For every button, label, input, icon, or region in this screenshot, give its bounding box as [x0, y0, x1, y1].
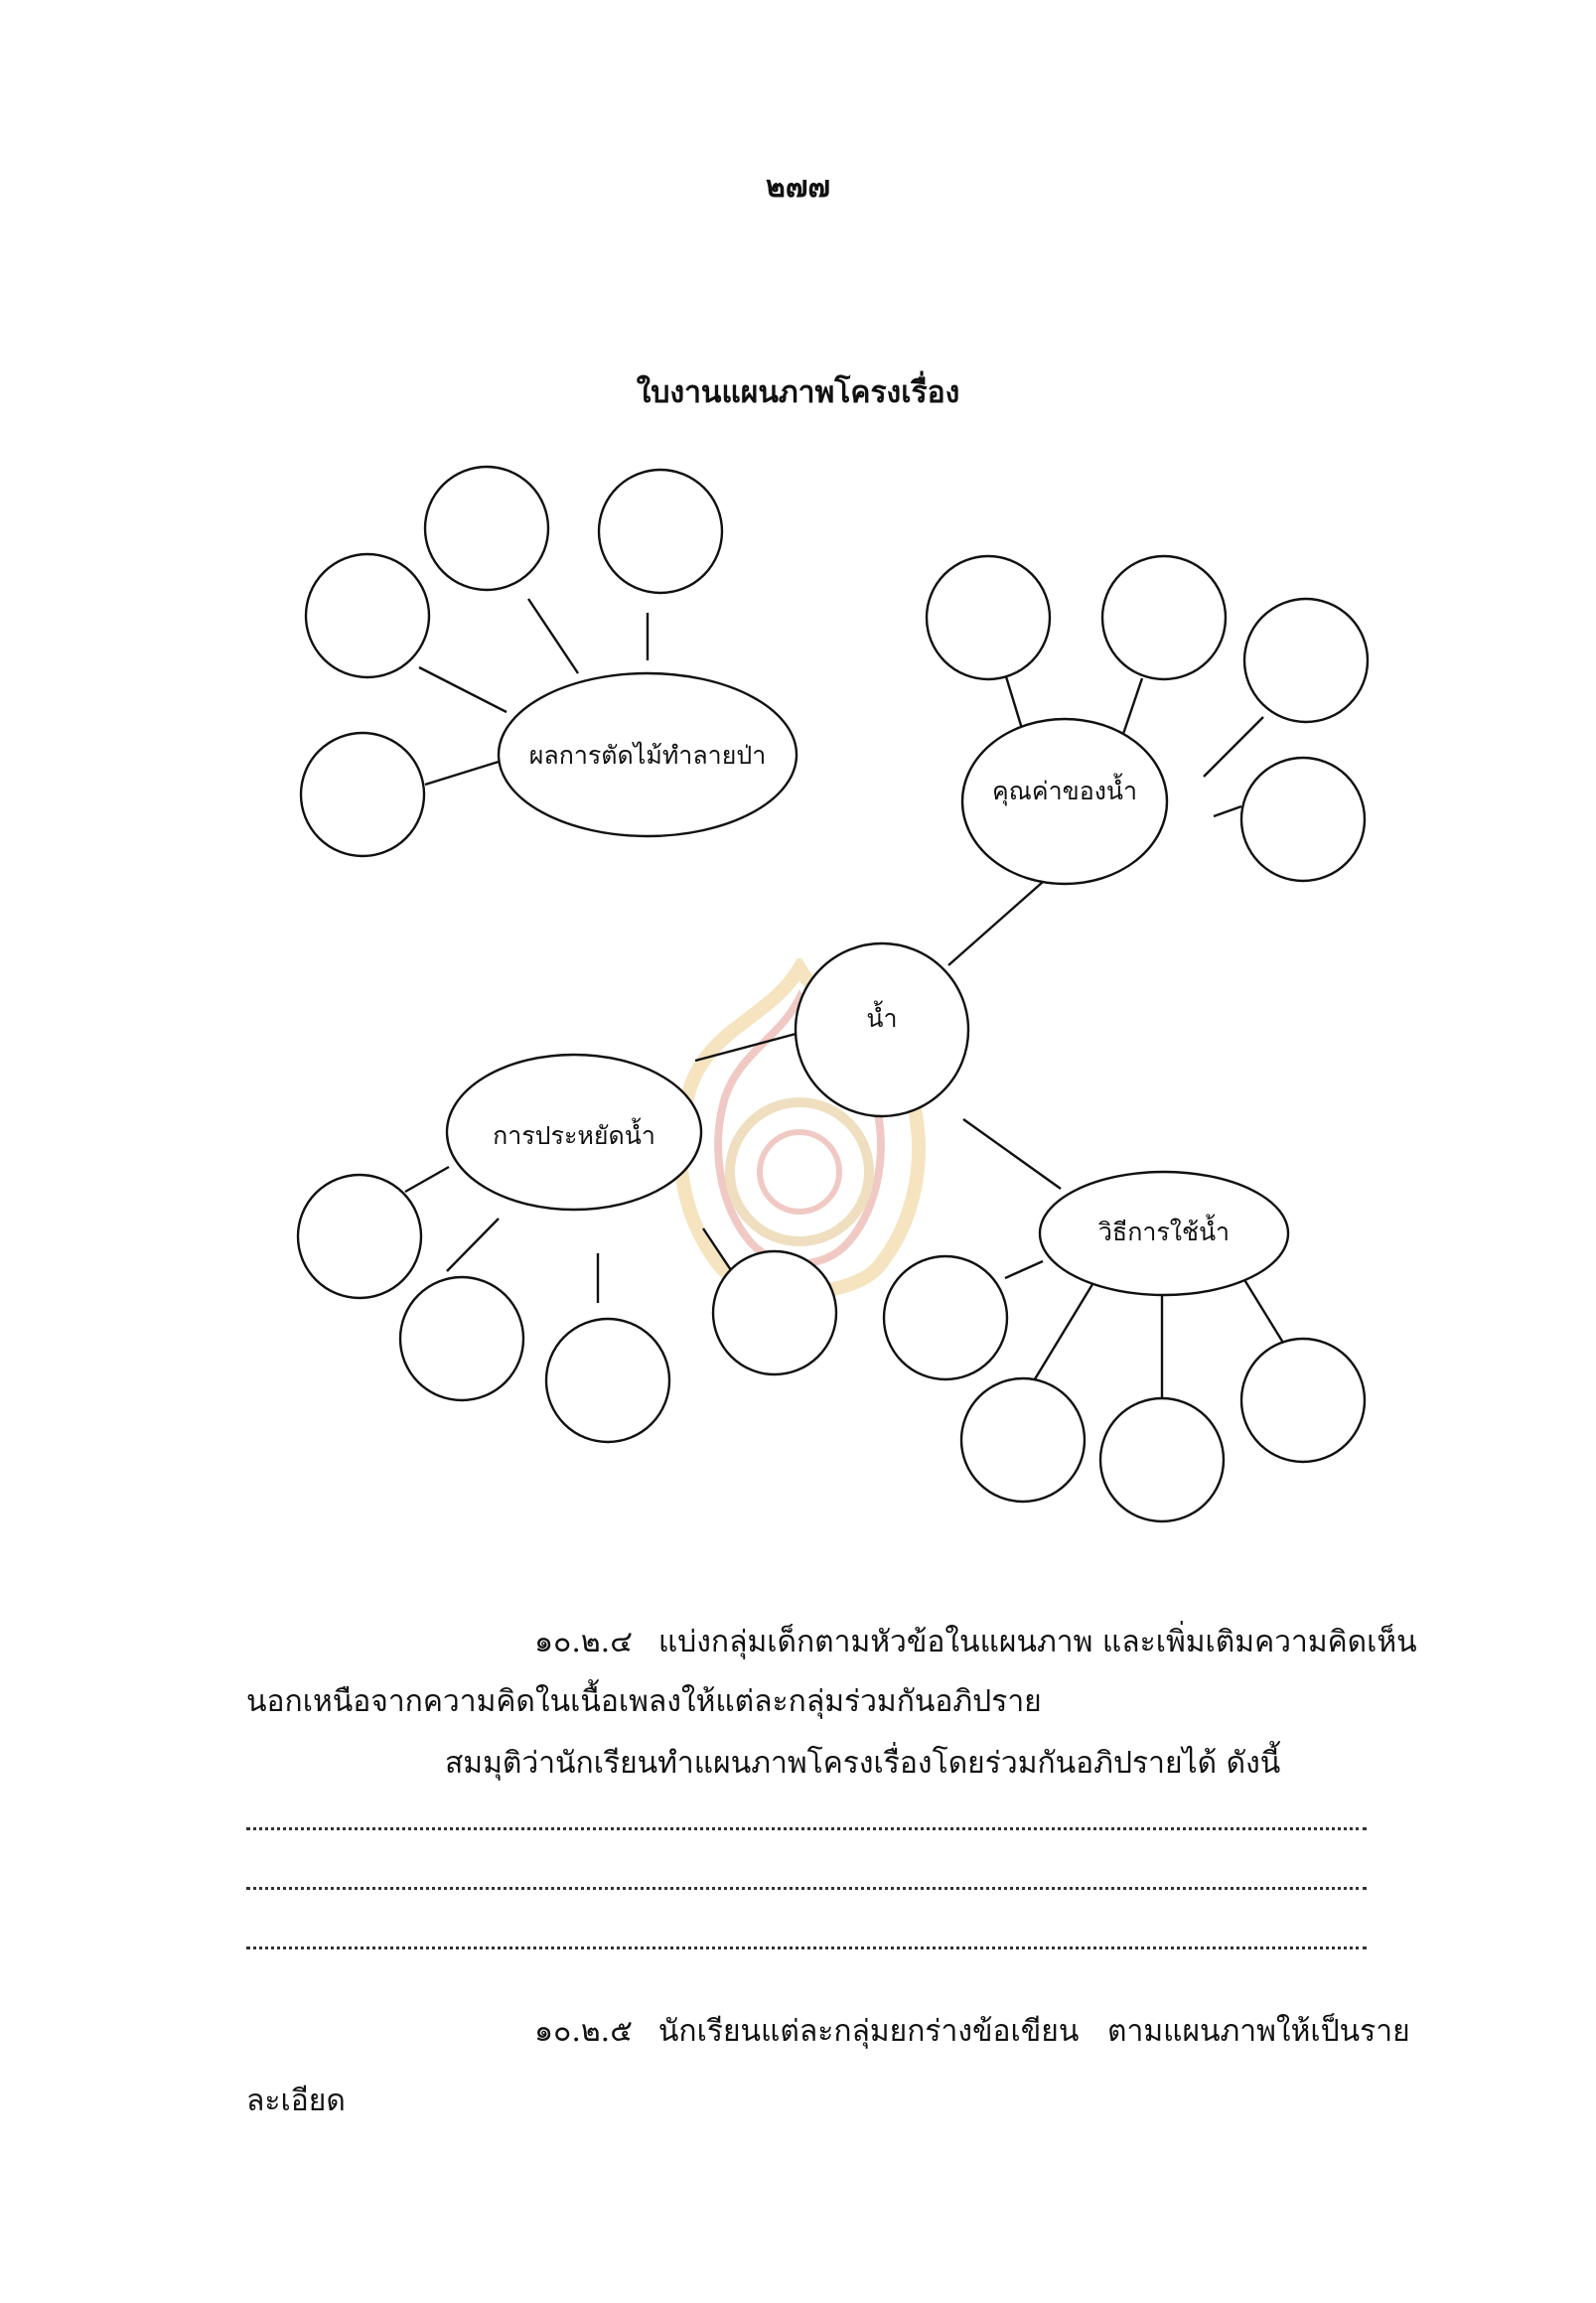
connector	[1033, 1276, 1097, 1382]
topic-node-label: คุณค่าของน้ำ	[991, 777, 1138, 805]
item-10-2-5-line1	[534, 2008, 1410, 2055]
empty-bubble	[961, 1378, 1085, 1502]
center-node-label: น้ำ	[866, 1004, 898, 1033]
item-10-2-4-line2: นอกเหนือจากความคิดในเนื้อเพลงให้แต่ละกลุ่มร่วมกันอภิปราย	[246, 1684, 1042, 1719]
empty-bubble	[301, 733, 424, 856]
answer-line[interactable]	[246, 1946, 1367, 1949]
empty-bubble	[599, 470, 722, 593]
empty-bubble	[1241, 1339, 1365, 1462]
topic-node-label: วิธีการใช้น้ำ	[1097, 1218, 1231, 1246]
empty-bubble	[1241, 758, 1365, 881]
connector	[447, 1219, 499, 1271]
topic-node-saving	[447, 1055, 701, 1210]
answer-line[interactable]	[246, 1827, 1367, 1830]
item-10-2-5-line2: ละเอียด	[246, 2084, 346, 2118]
item-text: แบ่งกลุ่มเด็กตามหัวข้อในแผนภาพ และเพิ่มเติมความคิดเห็น	[657, 1625, 1417, 1659]
connector	[695, 1033, 799, 1061]
connector	[1204, 717, 1263, 777]
topic-node-label: การประหยัดน้ำ	[493, 1121, 655, 1150]
item-number: ๑๐.๒.๕	[534, 2014, 633, 2049]
connector	[1122, 678, 1142, 737]
empty-bubble	[546, 1319, 669, 1442]
topic-node-value	[962, 719, 1167, 884]
connector	[1005, 673, 1023, 732]
empty-bubble	[713, 1251, 836, 1374]
connector	[528, 599, 578, 673]
connector	[405, 1167, 449, 1192]
connector	[1005, 1261, 1043, 1278]
connector	[419, 667, 507, 712]
connector	[425, 762, 499, 785]
topic-node-usage	[1040, 1172, 1288, 1295]
empty-bubble	[298, 1175, 421, 1298]
empty-bubble	[1100, 1398, 1224, 1521]
connector	[703, 1228, 733, 1273]
empty-bubble	[400, 1277, 523, 1400]
empty-bubble	[884, 1256, 1007, 1379]
topic-node-label: ผลการตัดไม้ทำลายป่า	[528, 741, 767, 770]
page-number: ๒๗๗	[766, 170, 830, 205]
empty-bubble	[1102, 556, 1226, 679]
empty-bubble	[306, 554, 429, 677]
connector	[963, 1119, 1061, 1189]
item-text: นักเรียนแต่ละกลุ่มยกร่างข้อเขียน ตามแผนภาพให้เป็นราย	[657, 2014, 1410, 2049]
item-10-2-4-line1	[534, 1619, 1417, 1665]
topic-node-deforestation	[499, 673, 797, 836]
center-node	[796, 943, 968, 1116]
worksheet-title: ใบงานแผนภาพโครงเรื่อง	[636, 375, 960, 410]
empty-bubble	[425, 467, 548, 590]
answer-line[interactable]	[246, 1887, 1367, 1890]
empty-bubble	[1244, 599, 1368, 722]
connector	[948, 882, 1043, 965]
assumption-line: สมมุติว่านักเรียนทำแผนภาพโครงเรื่องโดยร่วมกันอภิปรายได้ ดังนี้	[445, 1746, 1281, 1781]
item-number: ๑๐.๒.๔	[534, 1625, 633, 1659]
connector	[1214, 806, 1241, 816]
connector	[1243, 1278, 1283, 1343]
empty-bubble	[927, 556, 1050, 679]
